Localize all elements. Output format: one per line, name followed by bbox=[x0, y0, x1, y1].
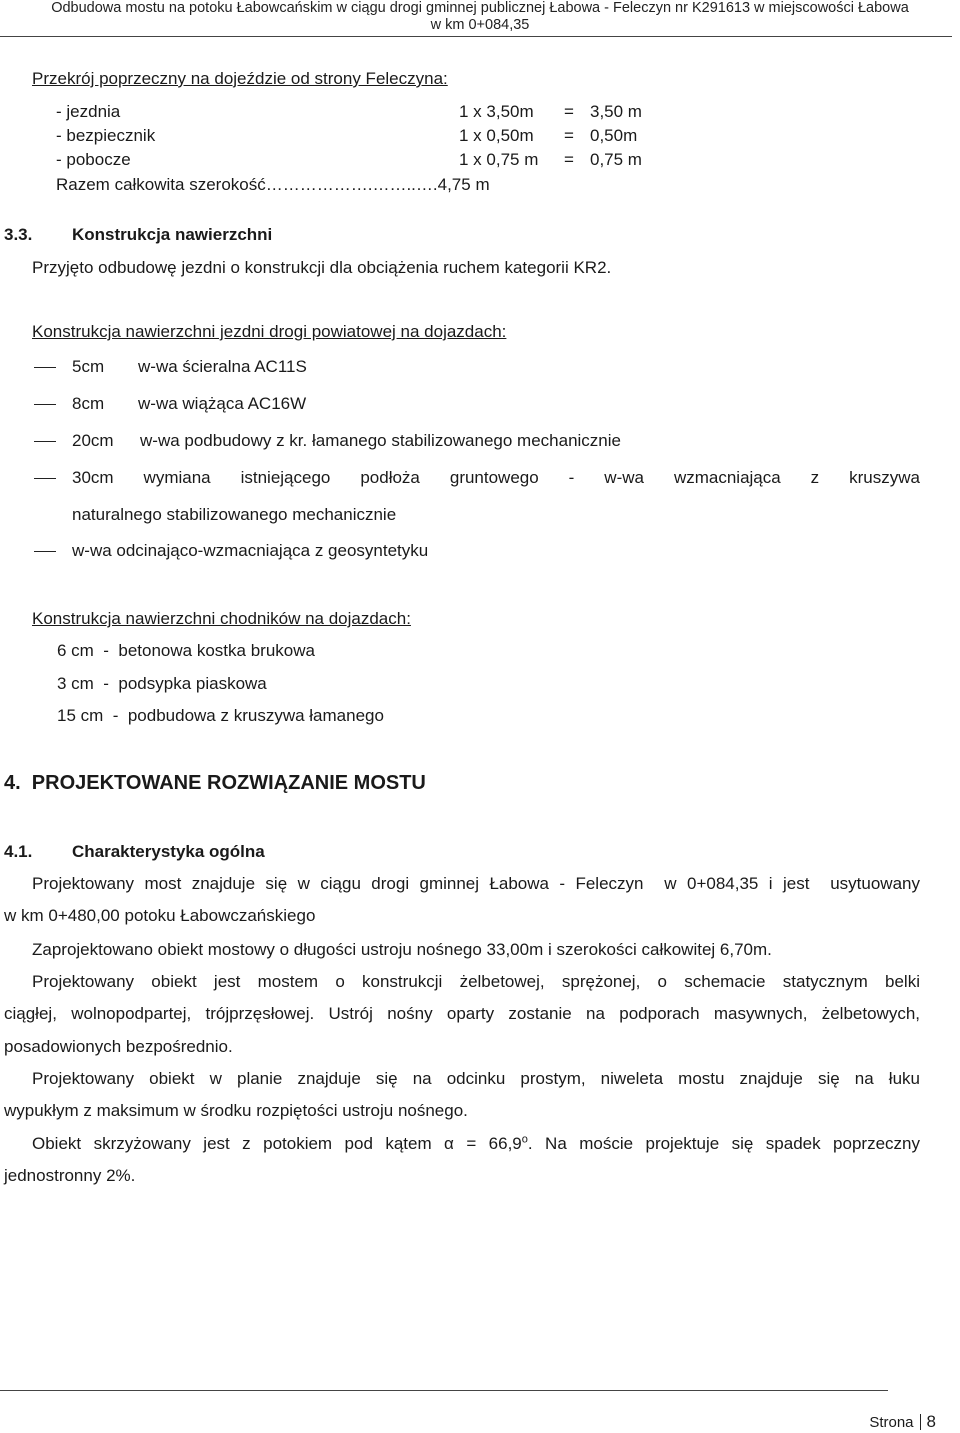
row-1-name: - jezdnia bbox=[56, 102, 121, 121]
bullet-dash bbox=[34, 441, 56, 442]
header-line-1: Odbudowa mostu na potoku Łabowcańskim w ciągu drogi gminnej publicznej Łabowa - Feleczyn nr K291613 w miejscowości Łabowa bbox=[51, 0, 909, 16]
row-3-eq: = bbox=[564, 150, 574, 169]
road-construction-title: Konstrukcja nawierzchni jezdni drogi powiatowej na dojazdach: bbox=[32, 322, 507, 341]
row-2-name: - bezpiecznik bbox=[56, 126, 156, 145]
section-4-heading: 4. PROJEKTOWANE ROZWIĄZANIE MOSTU bbox=[4, 772, 426, 794]
section-3-3-text: Przyjęto odbudowę jezdni o konstrukcji dla obciążenia ruchem kategorii KR2. bbox=[32, 258, 612, 277]
layer-4-line-2: naturalnego stabilizowanego mechanicznie bbox=[72, 505, 397, 524]
paragraph-1-line-1: Projektowany most znajduje się w ciągu drogi gminnej Łabowa - Feleczyn w 0+084,35 i jest usytuowany bbox=[32, 874, 920, 893]
paragraph-3-line-2: ciągłej, wolnopodpartej, trójprzęsłowej. Ustrój nośny oparty zostanie na podporach masywnych, żelbetowych, bbox=[4, 1004, 920, 1023]
section-4-1-title: Charakterystyka ogólna bbox=[72, 842, 265, 861]
layer-1-desc: w-wa ścieralna AC11S bbox=[138, 357, 307, 376]
row-3-name: - pobocze bbox=[56, 150, 131, 169]
header-line-2: w km 0+084,35 bbox=[430, 17, 530, 33]
paragraph-5-line-2: jednostronny 2%. bbox=[4, 1166, 136, 1185]
row-2-formula: 1 x 0,50m bbox=[459, 126, 534, 145]
row-2-result: 0,50m bbox=[590, 126, 638, 145]
paragraph-4-line-2: wypukłym z maksimum w środku rozpiętości ustroju nośnego. bbox=[4, 1101, 468, 1120]
paragraph-5-line-1 bbox=[32, 1134, 920, 1154]
paragraph-2: Zaprojektowano obiekt mostowy o długości ustroju nośnego 33,00m i szerokości całkowitej 6,70m. bbox=[32, 940, 772, 959]
degree-superscript: o bbox=[521, 1133, 528, 1146]
page-footer bbox=[869, 1412, 936, 1433]
paragraph-5-pre: Obiekt skrzyżowany jest z potokiem pod kątem α = 66,9 bbox=[32, 1134, 522, 1153]
row-1-eq: = bbox=[564, 102, 574, 121]
page-label: Strona bbox=[869, 1414, 914, 1431]
page-number: 8 bbox=[926, 1412, 936, 1431]
row-3-formula: 1 x 0,75 m bbox=[459, 150, 539, 169]
sidewalk-layer-2: 3 cm - podsypka piaskowa bbox=[57, 674, 267, 693]
footer-separator bbox=[920, 1414, 921, 1430]
layer-4-line-1: 30cm wymiana istniejącego podłoża gruntowego - w-wa wzmacniająca z kruszywa bbox=[72, 468, 920, 487]
layer-5: w-wa odcinająco-wzmacniająca z geosyntetyku bbox=[72, 541, 429, 560]
row-1-formula: 1 x 3,50m bbox=[459, 102, 534, 121]
bullet-dash bbox=[34, 404, 56, 405]
sidewalk-layer-1: 6 cm - betonowa kostka brukowa bbox=[57, 641, 315, 660]
section-4-1-number: 4.1. bbox=[4, 842, 33, 861]
total-width: Razem całkowita szerokość……………….……..….4,75 m bbox=[56, 175, 490, 194]
cross-section-title: Przekrój poprzeczny na dojeździe od strony Feleczyna: bbox=[32, 69, 448, 88]
header-rule bbox=[0, 36, 952, 37]
paragraph-3-line-3: posadowionych bezpośrednio. bbox=[4, 1037, 233, 1056]
bullet-dash bbox=[34, 367, 56, 368]
row-2-eq: = bbox=[564, 126, 574, 145]
running-header bbox=[0, 0, 960, 34]
section-3-3-number: 3.3. bbox=[4, 225, 33, 244]
layer-3-desc: w-wa podbudowy z kr. łamanego stabilizowanego mechanicznie bbox=[140, 431, 621, 450]
paragraph-4-line-1: Projektowany obiekt w planie znajduje się na odcinku prostym, niweleta mostu znajduje się na łuku bbox=[32, 1069, 920, 1088]
sidewalk-construction-title: Konstrukcja nawierzchni chodników na dojazdach: bbox=[32, 609, 411, 628]
paragraph-5-post: . Na moście projektuje się spadek poprzeczny bbox=[527, 1134, 920, 1153]
paragraph-1-line-2: w km 0+480,00 potoku Łabowczańskiego bbox=[4, 906, 316, 925]
layer-1-thickness: 5cm bbox=[72, 357, 105, 376]
paragraph-3-line-1: Projektowany obiekt jest mostem o konstrukcji żelbetowej, sprężonej, o schemacie statycznym belki bbox=[32, 972, 920, 991]
row-1-result: 3,50 m bbox=[590, 102, 642, 121]
sidewalk-layer-3: 15 cm - podbudowa z kruszywa łamanego bbox=[57, 706, 384, 725]
row-3-result: 0,75 m bbox=[590, 150, 642, 169]
footer-rule bbox=[0, 1390, 888, 1391]
layer-3-thickness: 20cm bbox=[72, 431, 114, 450]
bullet-dash bbox=[34, 478, 56, 479]
layer-2-desc: w-wa wiążąca AC16W bbox=[138, 394, 307, 413]
layer-2-thickness: 8cm bbox=[72, 394, 105, 413]
section-3-3-title: Konstrukcja nawierzchni bbox=[72, 225, 273, 244]
bullet-dash bbox=[34, 551, 56, 552]
